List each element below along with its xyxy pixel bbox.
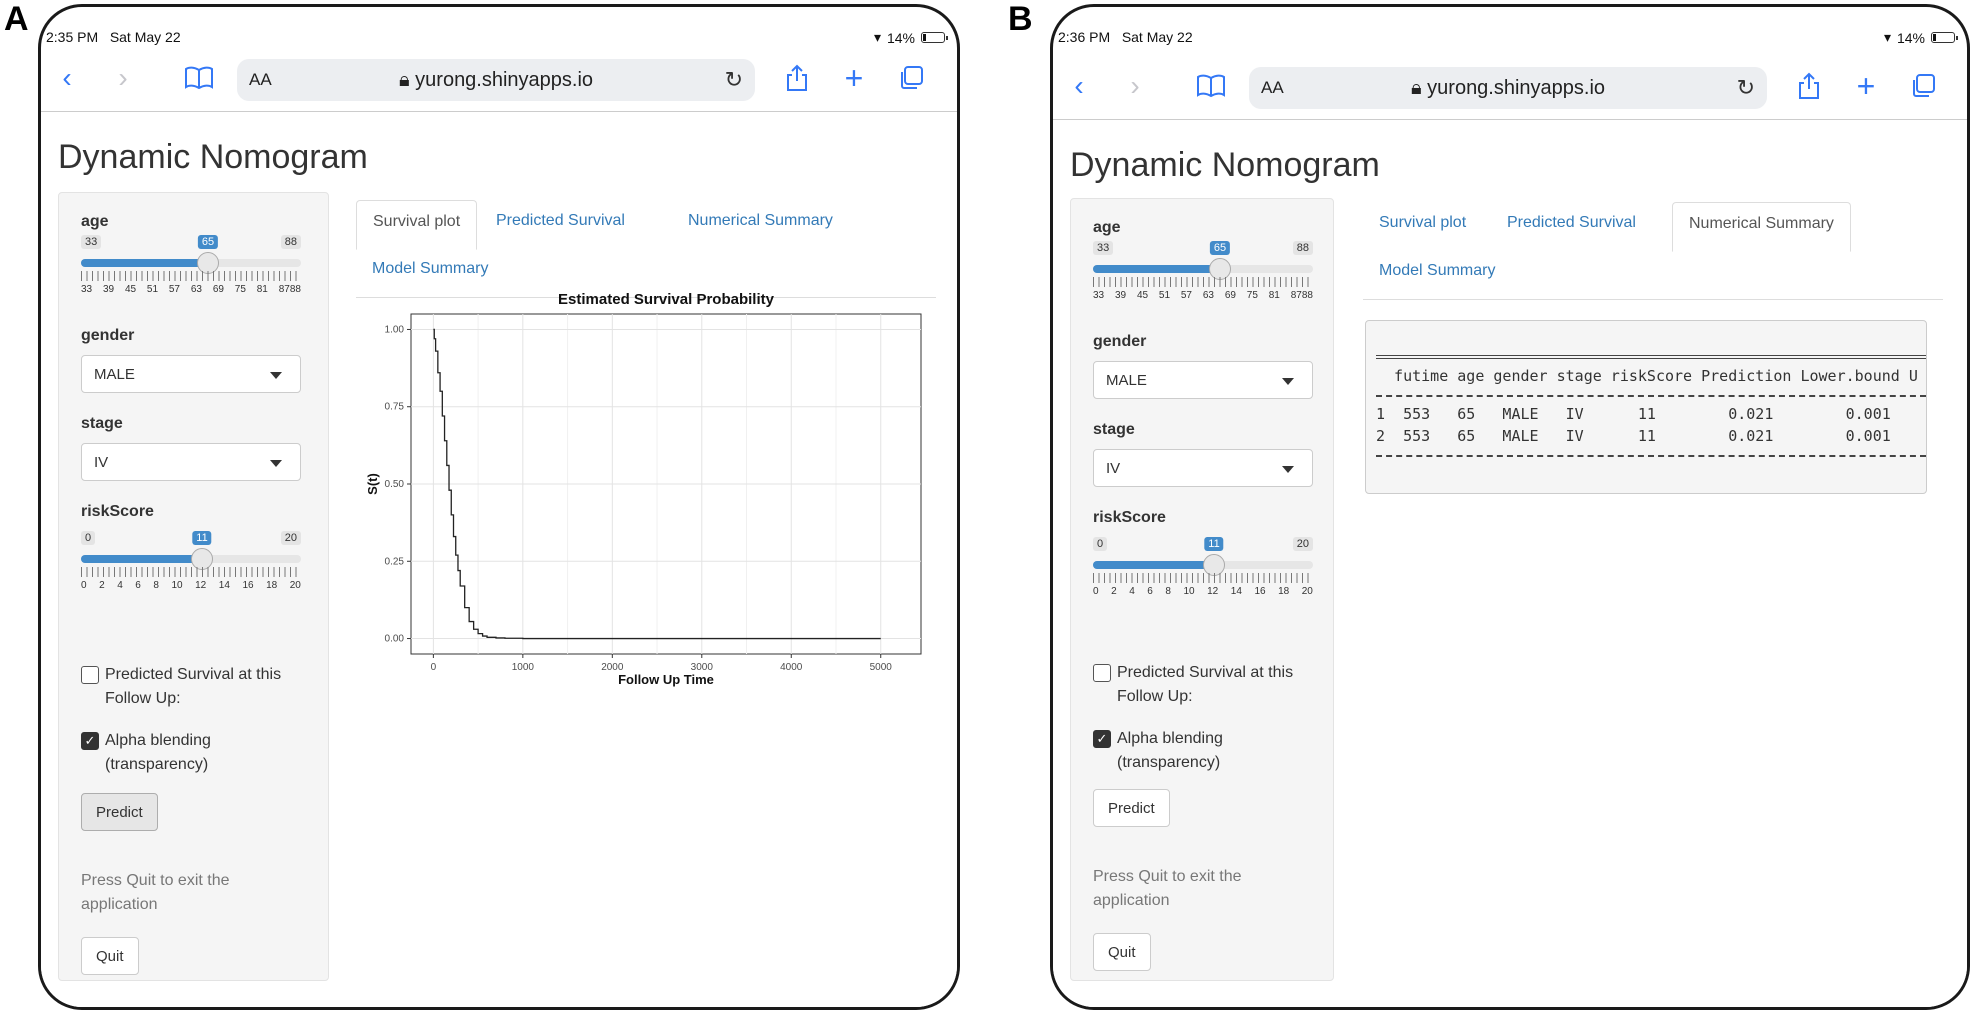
back-icon[interactable]: ‹ [62,62,72,93]
riskscore-label: riskScore [1093,509,1166,526]
predict-button[interactable]: Predict [1093,789,1170,827]
riskscore-ticks: 0 2 4 6 8 10 12 14 16 18 20 [1093,586,1313,597]
table-rule [1376,355,1926,359]
panel-label-b: B [1008,0,1033,38]
status-bar [1053,7,1967,46]
chart-title: Estimated Survival Probability [558,291,774,308]
tab-model-summary[interactable]: Model Summary [1379,262,1496,279]
age-min: 33 [1093,241,1113,255]
age-ticks: 33 39 45 51 57 63 69 75 81 8788 [81,284,301,295]
age-slider[interactable] [1093,241,1313,321]
status-time: 2:36 PM [1058,29,1111,45]
status-date: Sat May 22 [109,29,181,45]
y-axis-label: S(t) [365,473,380,495]
status-bar [41,7,957,46]
quit-help-text: Press Quit to exit the application [81,872,230,913]
address-bar[interactable] [237,59,755,101]
stage-select[interactable] [81,443,301,481]
new-tab-icon[interactable]: + [1856,67,1876,104]
sidebar-panel [1070,198,1334,981]
checkbox-unchecked[interactable] [1093,664,1111,682]
y-tick-label: 0.25 [384,556,404,568]
riskscore-label: riskScore [81,503,154,520]
tab-survival-plot[interactable]: Survival plot [1379,214,1467,231]
quit-button[interactable]: Quit [81,937,139,975]
riskscore-min: 0 [1093,537,1107,551]
lock-icon: 🔒︎ [398,68,410,91]
back-icon[interactable]: ‹ [1074,70,1084,101]
stage-value: IV [1106,460,1121,477]
bookmarks-icon[interactable] [1191,63,1231,109]
ipad-screen-a [38,4,960,1010]
x-tick-label: 5000 [869,662,892,673]
bookmarks-icon[interactable] [179,55,219,101]
tab-survival-plot[interactable]: Survival plot [356,200,477,250]
new-tab-icon[interactable]: + [844,59,864,96]
alpha-blending-checkbox[interactable]: ✓ Alpha blending (transparency) [81,729,311,777]
riskscore-value: 11 [1204,537,1223,551]
battery-icon [1931,32,1955,43]
age-max: 88 [281,235,301,249]
predict-button[interactable]: Predict [81,793,158,831]
quit-help-text: Press Quit to exit the application [1093,868,1242,909]
forward-icon[interactable]: › [118,62,128,93]
age-ticks: 33 39 45 51 57 63 69 75 81 8788 [1093,290,1313,301]
survival-plot [359,284,934,704]
wifi-icon: ▾ [1883,29,1891,45]
stage-label: stage [1093,421,1135,438]
share-icon[interactable] [779,55,815,101]
x-tick-label: 2000 [601,662,624,673]
page-title: Dynamic Nomogram [1070,146,1380,184]
y-tick-label: 0.50 [384,479,404,490]
gender-select[interactable] [1093,361,1313,399]
stage-select[interactable] [1093,449,1313,487]
age-label: age [1093,219,1121,236]
url-text: yurong.shinyapps.io [415,68,594,91]
forward-icon[interactable]: › [1130,70,1140,101]
wifi-icon: ▾ [873,29,881,45]
quit-button[interactable]: Quit [1093,933,1151,971]
numerical-summary-output [1365,320,1927,494]
age-value: 65 [1210,241,1230,255]
shiny-app [41,111,957,1007]
chevron-down-icon [1282,378,1294,385]
chevron-down-icon [270,460,282,467]
age-max: 88 [1293,241,1313,255]
stage-label: stage [81,415,123,432]
x-tick-label: 4000 [780,662,803,673]
gender-label: gender [81,327,135,344]
reader-aa-button[interactable]: AA [1261,78,1284,97]
age-value: 65 [198,235,218,249]
table-row: 2 553 65 MALE IV 11 0.021 0.001 [1376,427,1891,445]
riskscore-ticks: 0 2 4 6 8 10 12 14 16 18 20 [81,580,301,591]
tab-model-summary[interactable]: Model Summary [372,260,489,277]
gender-label: gender [1093,333,1147,350]
status-date: Sat May 22 [1121,29,1193,45]
gender-value: MALE [94,366,135,383]
battery-percent: 14% [886,29,915,46]
table-rule [1376,395,1926,397]
tab-predicted-survival[interactable]: Predicted Survival [1507,214,1636,231]
sidebar-panel [58,192,329,981]
tab-numerical-summary[interactable]: Numerical Summary [688,212,833,229]
y-tick-label: 1.00 [384,324,404,336]
y-tick-label: 0.75 [384,401,404,413]
x-tick-label: 3000 [690,662,713,673]
table-rule [1376,455,1926,457]
panel-label-a: A [4,0,29,38]
tabs-overview-icon[interactable] [893,55,929,101]
stage-value: IV [94,454,109,471]
url-text: yurong.shinyapps.io [1427,76,1606,99]
riskscore-max: 20 [1293,537,1313,551]
predicted-survival-checkbox[interactable]: Predicted Survival at this Follow Up: [81,663,311,711]
age-label: age [81,213,109,230]
riskscore-max: 20 [281,531,301,545]
gender-select[interactable] [81,355,301,393]
address-bar[interactable] [1249,67,1767,109]
checkbox-unchecked[interactable] [81,666,99,684]
x-tick-label: 1000 [511,662,534,673]
predicted-survival-checkbox[interactable]: Predicted Survival at this Follow Up: [1093,661,1323,709]
tab-numerical-summary[interactable]: Numerical Summary [1672,202,1851,252]
age-min: 33 [81,235,101,249]
riskscore-slider[interactable] [1093,537,1313,617]
status-time: 2:35 PM [46,29,99,45]
lock-icon: 🔒︎ [1410,76,1422,99]
riskscore-slider[interactable] [81,531,301,611]
tabs-overview-icon[interactable] [1905,63,1941,109]
table-header: futime age gender stage riskScore Prediction Lower.bound U [1376,367,1918,385]
y-tick-label: 0.00 [384,633,404,645]
chevron-down-icon [1282,466,1294,473]
x-tick-label: 0 [430,662,437,673]
reload-icon[interactable]: ↻ [724,67,743,92]
x-axis-label: Follow Up Time [618,672,714,687]
battery-icon [921,32,945,43]
riskscore-min: 0 [81,531,95,545]
ipad-screen-b [1050,4,1970,1010]
checkmark-icon[interactable]: ✓ [81,732,99,750]
battery-percent: 14% [1896,29,1925,46]
riskscore-value: 11 [192,531,211,545]
alpha-blending-checkbox[interactable]: ✓ Alpha blending (transparency) [1093,727,1323,775]
share-icon[interactable] [1791,63,1827,109]
age-slider[interactable] [81,235,301,315]
browser-toolbar [41,55,957,105]
gender-value: MALE [1106,372,1147,389]
page-title: Dynamic Nomogram [58,138,368,176]
tab-predicted-survival[interactable]: Predicted Survival [496,212,625,229]
chevron-down-icon [270,372,282,379]
shiny-app [1053,119,1967,1007]
tab-bar [1363,202,1943,300]
reader-aa-button[interactable]: AA [249,70,272,89]
browser-toolbar [1053,63,1967,113]
reload-icon[interactable]: ↻ [1736,75,1755,100]
table-row: 1 553 65 MALE IV 11 0.021 0.001 [1376,405,1891,423]
checkmark-icon[interactable]: ✓ [1093,730,1111,748]
